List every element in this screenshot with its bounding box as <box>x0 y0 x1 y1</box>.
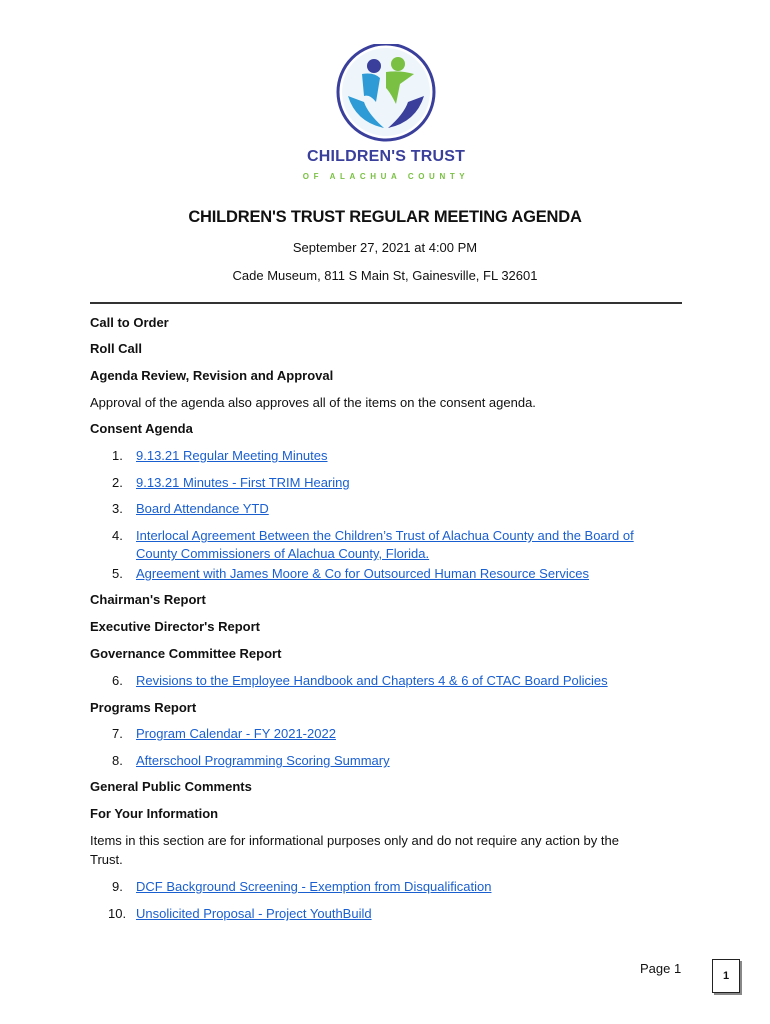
list-number: 6. <box>112 673 123 688</box>
list-number: 8. <box>112 753 123 768</box>
list-number: 9. <box>112 879 123 894</box>
list-number: 3. <box>112 501 123 516</box>
heading-executive-directors-report: Executive Director's Report <box>90 619 260 634</box>
meeting-date: September 27, 2021 at 4:00 PM <box>292 240 478 255</box>
link-interlocal-agreement-cont[interactable]: County Commissioners of Alachua County, Florida. <box>136 546 430 561</box>
link-program-calendar[interactable]: Program Calendar - FY 2021-2022 <box>136 726 336 741</box>
link-employee-handbook-revisions[interactable]: Revisions to the Employee Handbook and Chapters 4 & 6 of CTAC Board Policies <box>136 673 608 688</box>
heading-agenda-review: Agenda Review, Revision and Approval <box>90 368 334 383</box>
heading-consent-agenda: Consent Agenda <box>90 421 193 436</box>
fyi-note: Items in this section are for informational purposes only and do not require any action by the <box>90 833 619 848</box>
heading-public-comments: General Public Comments <box>90 779 252 794</box>
header-divider <box>90 302 682 304</box>
link-trim-hearing-minutes[interactable]: 9.13.21 Minutes - First TRIM Hearing <box>136 475 350 490</box>
agenda-review-note: Approval of the agenda also approves all of the items on the consent agenda. <box>90 395 536 410</box>
list-number: 5. <box>112 566 123 581</box>
link-james-moore-agreement[interactable]: Agreement with James Moore & Co for Outsourced Human Resource Services <box>136 566 590 581</box>
list-number: 4. <box>112 528 123 543</box>
list-number: 7. <box>112 726 123 741</box>
meeting-location: Cade Museum, 811 S Main St, Gainesville, FL 32601 <box>232 268 538 283</box>
page-title: CHILDREN'S TRUST REGULAR MEETING AGENDA <box>188 208 582 226</box>
heading-for-your-information: For Your Information <box>90 806 219 821</box>
heading-governance-report: Governance Committee Report <box>90 646 282 661</box>
org-subtitle: OF ALACHUA COUNTY <box>302 172 470 181</box>
logo-emblem-icon <box>334 44 438 144</box>
heading-roll-call: Roll Call <box>90 341 143 356</box>
link-afterschool-scoring[interactable]: Afterschool Programming Scoring Summary <box>136 753 390 768</box>
heading-programs-report: Programs Report <box>90 700 197 715</box>
page-number-badge: 1 <box>712 959 740 993</box>
fyi-note-cont: Trust. <box>90 852 123 867</box>
heading-chairmans-report: Chairman's Report <box>90 592 206 607</box>
link-project-youthbuild[interactable]: Unsolicited Proposal - Project YouthBuild <box>136 906 372 921</box>
link-interlocal-agreement[interactable]: Interlocal Agreement Between the Children’s Trust of Alachua County and the Board of <box>136 528 634 543</box>
link-board-attendance[interactable]: Board Attendance YTD <box>136 501 269 516</box>
heading-call-to-order: Call to Order <box>90 315 169 330</box>
list-number: 10. <box>108 906 127 921</box>
list-number: 1. <box>112 448 123 463</box>
link-dcf-background-screening[interactable]: DCF Background Screening - Exemption from Disqualification <box>136 879 492 894</box>
list-number: 2. <box>112 475 123 490</box>
childrens-trust-logo <box>298 44 474 190</box>
link-regular-meeting-minutes[interactable]: 9.13.21 Regular Meeting Minutes <box>136 448 328 463</box>
org-name: CHILDREN'S TRUST <box>306 148 466 165</box>
page-label: Page 1 <box>640 961 682 976</box>
